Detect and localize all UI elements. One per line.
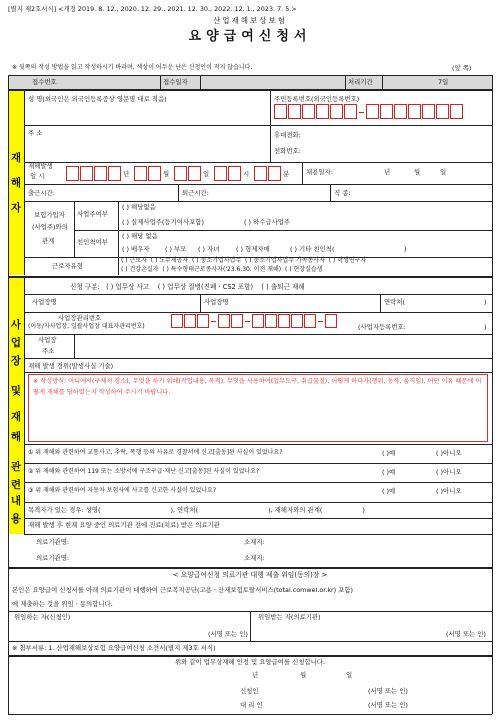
worker-phone-label: 전화번호: xyxy=(274,147,301,155)
worker-type-row-1 xyxy=(121,258,366,265)
footer-month: 월 xyxy=(300,671,307,679)
delegate-sign[interactable]: (서명 또는 인) xyxy=(446,630,486,638)
process-note: ※ 작성방식: 어디에서(구체적 장소), 무엇을 하기 위해(작업내용, 목적), 무엇을 사용하여(업무도구, 취급물질), 어떻게 하다가(행위, 동작, 움직임), 어떤 이유 때문에 어떻게 재해를 당하였는지 작성하여 주시기 바랍니다. xyxy=(33,378,482,396)
footer-year: 년 xyxy=(252,671,259,679)
worker-type-row-2 xyxy=(121,267,322,274)
agent-sign[interactable]: (서명 또는 인) xyxy=(368,701,408,709)
injury-date-digit-box[interactable] xyxy=(254,166,267,181)
reg-no-end: ) xyxy=(484,323,487,331)
witness-row xyxy=(28,507,365,514)
relative-opt-spouse[interactable]: ( ) 배우자 xyxy=(122,245,150,253)
employer-question: 사업주여부 xyxy=(77,210,108,218)
apply-type-disease[interactable]: ( ) 업무상 질병(진폐ㆍCS2 포함) xyxy=(157,283,254,291)
mgmt-no-digit-box[interactable] xyxy=(278,314,290,328)
footer-day: 일 xyxy=(346,671,353,679)
rrn-digit-box[interactable] xyxy=(436,104,449,119)
type-opt-worker[interactable]: ( ) 근로자 xyxy=(121,257,147,264)
police-no[interactable]: ( )아니오 xyxy=(436,449,462,457)
agent-label: 대 리 인 xyxy=(240,701,263,709)
witness-relation-label: ), 재해자와의 관계( xyxy=(268,506,323,514)
fire-question: ② 위 재해와 관련하여 119 또는 소방서에 구조구급·재난 신고[출동]된 사실이 있었나요? xyxy=(28,468,260,475)
workplace-addr-label: 사업장 xyxy=(38,336,57,344)
injury-date-digit-box[interactable] xyxy=(80,166,93,181)
rrn-digit-box[interactable] xyxy=(316,104,329,119)
apply-type-commute[interactable]: ( ) 출퇴근 재해 xyxy=(261,283,305,291)
insurance-no[interactable]: ( )아니오 xyxy=(436,487,462,495)
mgmt-no-separator xyxy=(318,321,323,322)
workplace-manager-label: 사업장명 xyxy=(204,298,229,306)
rrn-digit-box[interactable] xyxy=(330,104,343,119)
apply-type-accident[interactable]: ( ) 업무상 사고 xyxy=(106,283,150,291)
rrn-digit-box[interactable] xyxy=(422,104,435,119)
injury-date-unit-0: 년 xyxy=(123,170,130,178)
workplace-side-char-2: 업 xyxy=(10,337,22,349)
delegate-label: 위임받는 자(의료기관) xyxy=(258,613,321,621)
applicant-label: 신청인 xyxy=(240,687,259,695)
mgmt-no-digit-box[interactable] xyxy=(265,314,277,328)
mgmt-no-sublabel: (이동/자사업장, 일괄사업장 대표자관리번호) xyxy=(28,323,145,330)
page-side-label: (앞 쪽) xyxy=(452,64,472,72)
relative-opt-parent[interactable]: ( ) 부모 xyxy=(165,245,187,253)
apply-type-label: 신청 구분: xyxy=(70,283,100,291)
type-opt-sme-owner[interactable]: ( ) 중소기업사업주 xyxy=(192,257,242,264)
mgmt-no-digit-box[interactable] xyxy=(325,314,337,328)
form-number: [별지 제2호서식] <개정 2019. 8. 12., 2020. 12. 29., 2021. 12. 30., 2022. 12. 1., 2023. 7. 5.> xyxy=(8,5,297,13)
injury-date-unit-3: 시 xyxy=(243,170,250,178)
hospital-name-2: 의료기관명: xyxy=(36,554,70,562)
workplace-side-char-1: 사 xyxy=(10,319,22,331)
insured-label-2: (사업주)와의 xyxy=(32,223,68,231)
workplace-side-char-9: 내 xyxy=(10,495,22,507)
receipt-no-label: 접수번호 xyxy=(32,78,57,86)
workplace-name-label: 사업장명 xyxy=(32,298,57,306)
employ-month: 월 xyxy=(414,168,421,176)
witness-name-label: 목격자가 있는 경우: 성명( xyxy=(28,506,101,514)
rrn-digit-box[interactable] xyxy=(302,104,315,119)
police-yes[interactable]: ( )예 xyxy=(382,449,396,457)
mgmt-no-digit-box[interactable] xyxy=(252,314,264,328)
relative-opt-other-end: ) xyxy=(404,245,407,253)
police-question: ① 위 재해와 관련하여 교통사고, 추락, 폭행 등의 사유로 경찰서에 신고[출동]된 사실이 있었나요? xyxy=(28,449,283,456)
injury-date-digit-box[interactable] xyxy=(66,166,79,181)
workplace-side-char-5: 재 xyxy=(10,411,22,423)
relative-opt-child[interactable]: ( ) 자녀 xyxy=(198,245,220,253)
page-title: 요양급여신청서 xyxy=(188,29,312,44)
applicant-sign[interactable]: (서명 또는 인) xyxy=(368,687,408,695)
process-textarea[interactable] xyxy=(28,374,488,442)
employer-opt-actual[interactable]: ( ) 실제사업주(등기이사포함) xyxy=(122,218,204,226)
processing-period-value: 7일 xyxy=(438,78,449,86)
rrn-digit-box[interactable] xyxy=(274,104,287,119)
injury-date-digit-box[interactable] xyxy=(148,166,161,181)
witness-end: ) xyxy=(362,506,365,514)
injury-date-digit-box[interactable] xyxy=(134,166,147,181)
delegation-heading: < 요양급여신청 의료기관 대행 제출 위임(동의)장 > xyxy=(172,571,328,579)
worker-name-label: 성 명(외국인은 외국인등록증상 영문명 대로 적음) xyxy=(28,95,167,103)
reg-no-label: (사업자등록번호: xyxy=(358,323,406,331)
workplace-side-char-7: 관 xyxy=(10,461,22,473)
employer-opt-none[interactable]: ( ) 해당없음 xyxy=(122,203,156,211)
rrn-separator xyxy=(359,112,364,113)
instruction-notice: ※ 뒷쪽의 작성 방법을 읽고 작성하시기 바라며, 색상이 어두운 난은 신청인이 적지 않습니다. xyxy=(12,64,253,71)
workplace-side-char-3: 장 xyxy=(10,355,22,367)
apply-type-row xyxy=(70,284,305,292)
injury-date-unit-4: 분 xyxy=(283,170,290,178)
injury-date-digit-box[interactable] xyxy=(108,166,121,181)
workplace-contact-end: ) xyxy=(484,298,487,306)
injury-date-digit-box[interactable] xyxy=(268,166,281,181)
worker-side-char-3: 자 xyxy=(10,202,22,214)
relative-opt-other[interactable]: ( ) 기타 친인척( xyxy=(290,245,335,253)
mgmt-no-separator xyxy=(245,321,250,322)
attachments-label: ※ 첨부서류: 1. 산업재해보상보험 요양급여신청 소견서(별지 제3호 서식) xyxy=(12,644,216,652)
start-time-label: 출근시간: xyxy=(28,189,55,197)
hospital-addr-1: 소재지: xyxy=(244,538,265,546)
worker-mobile-label: 휴대전화: xyxy=(274,131,301,139)
employ-day: 일 xyxy=(440,168,447,176)
hospital-addr-2: 소재지: xyxy=(244,554,265,562)
workplace-side-char-4: 및 xyxy=(10,385,22,397)
workplace-side-char-10: 용 xyxy=(10,513,22,525)
injury-date-label: 재해발생 xyxy=(28,162,53,170)
hospital-question: 재해 발생 후 현재 요양 중인 의료기관 전에 진료(치료) 받은 의료기관 xyxy=(28,521,220,529)
insured-label-1: 보험가입자 xyxy=(34,211,65,219)
worker-type-label: 근로자유형 xyxy=(52,262,83,270)
rrn-digit-box[interactable] xyxy=(366,104,379,119)
injury-date-digit-box[interactable] xyxy=(228,166,241,181)
type-opt-sme-family[interactable]: ( ) 중소기업사업주 가족종사자 xyxy=(244,257,325,264)
injury-date-digit-box[interactable] xyxy=(174,166,187,181)
workplace-side-char-6: 해 xyxy=(10,431,22,443)
fire-no[interactable]: ( )아니오 xyxy=(436,468,462,476)
workplace-side-char-8: 련 xyxy=(10,479,22,491)
mgmt-no-label: 사업장관리번호 xyxy=(58,314,102,322)
worker-side-char-1: 재 xyxy=(10,152,22,164)
type-opt-labor-provider[interactable]: ( ) 노무제공자 xyxy=(150,257,189,264)
mgmt-no-digit-box[interactable] xyxy=(171,314,183,328)
worker-side-char-2: 해 xyxy=(10,177,22,189)
workplace-addr-label-2: 주소 xyxy=(42,347,55,355)
fire-yes[interactable]: ( )예 xyxy=(382,468,396,476)
delegation-body-2: 에 제출하는 것을 위임ㆍ동의합니다. xyxy=(12,600,113,608)
mgmt-no-separator xyxy=(211,321,216,322)
relative-question: 친인척여부 xyxy=(77,238,108,246)
rrn-digit-box[interactable] xyxy=(288,104,301,119)
rrn-digit-box[interactable] xyxy=(450,104,463,119)
employ-year: 년 xyxy=(384,168,391,176)
workplace-contact-label: 연락처( xyxy=(384,298,406,306)
rrn-digit-box[interactable] xyxy=(344,104,357,119)
mgmt-no-digit-box[interactable] xyxy=(197,314,209,328)
worker-address-label: 주 소 xyxy=(28,129,43,137)
employer-opt-subcontract[interactable]: ( ) 하수급사업주 xyxy=(244,218,291,226)
hospital-name-1: 의료기관명: xyxy=(36,538,70,546)
injury-date-unit-1: 월 xyxy=(163,170,170,178)
employ-date-label: 채용일자: xyxy=(306,168,333,176)
type-opt-intern[interactable]: ( ) 현장실습생 xyxy=(284,266,323,273)
mgmt-no-digit-box[interactable] xyxy=(218,314,230,328)
delegation-body-1: 본인은 요양급여 신청서를 아래 의료기관이 대행하여 근로복지공단(고용ㆍ산재보험토탈서비스(total.comwel.or.kr) 포함) xyxy=(12,586,354,594)
relative-opt-sibling[interactable]: ( ) 형제자매 xyxy=(236,245,270,253)
injury-date-digit-box[interactable] xyxy=(188,166,201,181)
form-subtitle: 산업재해보상보험 xyxy=(213,16,287,25)
receipt-row xyxy=(8,76,492,89)
witness-contact-label: ), 연락처( xyxy=(170,506,199,514)
type-opt-health-loss[interactable]: ( ) 건강손실자 xyxy=(121,266,159,273)
process-label: 재해 발생 경위(발생사실 기술) xyxy=(28,362,114,370)
processing-period-label: 처리기간 xyxy=(348,78,373,86)
injury-date-unit-2: 일 xyxy=(203,170,210,178)
injury-date-label-2: 일 시 xyxy=(30,172,45,180)
delegator-sign[interactable]: (서명 또는 인) xyxy=(208,630,248,638)
rrn-digit-box[interactable] xyxy=(408,104,421,119)
mgmt-no-digit-box[interactable] xyxy=(184,314,196,328)
rrn-digit-box[interactable] xyxy=(394,104,407,119)
receipt-date-label: 접수일자 xyxy=(163,78,188,86)
delegator-label: 위임하는 자(신청인) xyxy=(14,613,71,621)
mgmt-no-digit-box[interactable] xyxy=(291,314,303,328)
relative-opt-none[interactable]: ( ) 해당 없음 xyxy=(122,232,158,240)
rrn-digit-box[interactable] xyxy=(380,104,393,119)
insured-label-3: 관계 xyxy=(42,237,55,245)
footer-statement: 위와 같이 업무상재해 인정 및 요양급여를 신청합니다. xyxy=(174,658,326,666)
injury-date-digit-box[interactable] xyxy=(214,166,227,181)
worker-rrn-label: 주민등록번호(외국인등록번호) xyxy=(274,95,360,103)
insurance-question: ③ 위 재해와 관련하여 자동차 보험사에 사고를 신고한 사실이 있었나요? xyxy=(28,487,217,494)
end-time-label: 퇴근시간: xyxy=(182,189,209,197)
type-opt-special[interactable]: ( ) 특수형태근로종사자('23.6.30. 이전 재해) xyxy=(162,266,282,273)
mgmt-no-digit-box[interactable] xyxy=(231,314,243,328)
insurance-yes[interactable]: ( )예 xyxy=(382,487,396,495)
job-label: 직 종: xyxy=(334,189,351,197)
type-opt-student[interactable]: ( ) 학생연구자 xyxy=(328,257,367,264)
injury-date-digit-box[interactable] xyxy=(94,166,107,181)
mgmt-no-digit-box[interactable] xyxy=(304,314,316,328)
